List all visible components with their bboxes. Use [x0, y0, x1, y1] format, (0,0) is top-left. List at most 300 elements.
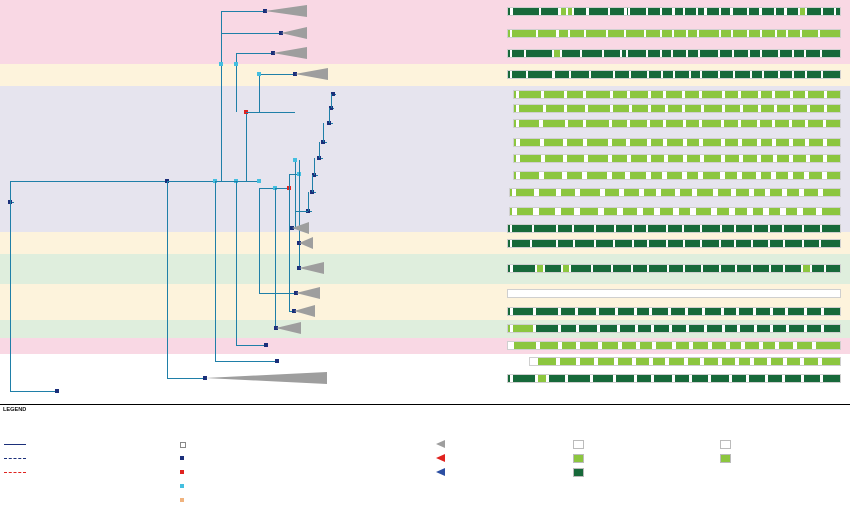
- alignment-segment: [808, 120, 823, 127]
- alignment-segment: [544, 91, 564, 98]
- alignment-segment: [823, 375, 841, 382]
- alignment-segment: [668, 155, 683, 162]
- alignment-segment: [685, 105, 701, 112]
- alignment-segment: [754, 358, 767, 365]
- alignment-segment: [579, 325, 597, 332]
- expanded-alignment-bar[interactable]: [513, 154, 841, 163]
- alignment-segment: [705, 308, 721, 315]
- alignment-segment: [612, 139, 626, 146]
- chordates-collapsed-branch: [259, 293, 296, 294]
- alignment-segment: [618, 358, 632, 365]
- ambiguous-node[interactable]: [293, 158, 297, 162]
- alignment-segment: [734, 50, 748, 57]
- alignment-segment: [793, 139, 805, 146]
- alignment-segment: [616, 225, 632, 232]
- primate-stem: [295, 211, 308, 212]
- alignment-segment: [789, 325, 804, 332]
- alignment-segment: [776, 172, 788, 179]
- alignment-segment: [699, 30, 719, 37]
- bony-vertebrates-branch: [221, 11, 265, 12]
- tree-branch: [221, 11, 222, 33]
- lobefinned-branch: [221, 33, 281, 34]
- alignment-segment: [562, 50, 580, 57]
- alignment-segment: [615, 71, 629, 78]
- alignment-segment: [761, 91, 772, 98]
- alignment-segment: [668, 240, 683, 247]
- alignment-segment: [735, 208, 747, 215]
- alignment-segment: [804, 240, 819, 247]
- legend-node-swatch: [180, 456, 184, 460]
- alignment-segment: [725, 325, 737, 332]
- alignment-segment: [822, 358, 841, 365]
- alignment-segment: [768, 375, 782, 382]
- alignment-segment: [760, 120, 772, 127]
- alignment-segment: [538, 358, 556, 365]
- alignment-segment: [512, 240, 530, 247]
- alignment-segment: [561, 325, 576, 332]
- alignment-segment: [636, 358, 649, 365]
- alignment-segment: [660, 208, 673, 215]
- alignment-segment: [520, 172, 539, 179]
- alignment-segment: [661, 189, 675, 196]
- alignment-segment: [575, 240, 594, 247]
- alignment-segment: [730, 342, 741, 349]
- alignment-segment: [637, 308, 649, 315]
- expanded-alignment-bar[interactable]: [509, 188, 841, 197]
- alignment-segment: [587, 139, 608, 146]
- alignment-segment: [707, 8, 719, 15]
- alignment-segment: [688, 308, 702, 315]
- alignment-segment: [653, 358, 665, 365]
- alignment-segment: [567, 139, 583, 146]
- alignment-segment: [638, 325, 651, 332]
- alignment-segment: [558, 225, 572, 232]
- chordate-branch: [167, 181, 215, 182]
- alignment-segment: [608, 30, 624, 37]
- tree-branch: [331, 94, 332, 108]
- tree-branch: [236, 181, 237, 345]
- alignment-segment: [663, 71, 673, 78]
- alignment-segment: [612, 155, 627, 162]
- root-vertical: [10, 181, 11, 391]
- collapsed-alignment-bar[interactable]: [507, 7, 841, 16]
- alignment-segment: [753, 240, 768, 247]
- alignment-segment: [648, 225, 666, 232]
- alignment-segment: [810, 105, 824, 112]
- collapsed-subtree-triangle-icon[interactable]: [295, 68, 328, 80]
- alignment-segment: [807, 308, 821, 315]
- alignment-segment: [591, 71, 613, 78]
- alignment-segment: [561, 208, 574, 215]
- alignment-segment: [604, 50, 620, 57]
- alignment-segment: [784, 225, 802, 232]
- alignment-segment: [560, 358, 576, 365]
- alignment-segment: [812, 265, 824, 272]
- alignment-segment: [722, 358, 735, 365]
- alignment-segment: [532, 240, 556, 247]
- alignment-segment: [618, 308, 634, 315]
- alignment-segment: [763, 342, 775, 349]
- alignment-segment: [526, 50, 552, 57]
- alignment-segment: [780, 71, 792, 78]
- alignment-segment: [803, 265, 810, 272]
- alignment-segment: [631, 71, 647, 78]
- collapsed-alignment-bar[interactable]: [507, 307, 841, 316]
- collapsed-alignment-bar[interactable]: [507, 49, 841, 58]
- alignment-segment: [743, 155, 757, 162]
- tree-branch: [329, 108, 330, 123]
- alignment-segment: [742, 139, 757, 146]
- alignment-segment: [786, 208, 797, 215]
- alignment-segment: [651, 155, 664, 162]
- alignment-segment: [702, 91, 722, 98]
- alignment-segment: [826, 265, 841, 272]
- alignment-segment: [613, 105, 629, 112]
- collapsed-subtree-triangle-icon[interactable]: [294, 305, 315, 317]
- collapsed-subtree-triangle-icon[interactable]: [205, 372, 327, 384]
- collapsed-subtree-triangle-icon[interactable]: [265, 5, 307, 17]
- alignment-segment: [649, 240, 666, 247]
- alignment-segment: [686, 120, 699, 127]
- alignment-segment: [770, 240, 783, 247]
- expanded-alignment-bar[interactable]: [529, 357, 841, 366]
- alignment-segment: [693, 342, 708, 349]
- alignment-segment: [749, 8, 759, 15]
- alignment-segment: [756, 308, 770, 315]
- alignment-segment: [743, 105, 758, 112]
- alignment-segment: [745, 342, 759, 349]
- alignment-segment: [787, 358, 800, 365]
- alignment-segment: [754, 189, 765, 196]
- alignment-segment: [675, 71, 689, 78]
- expanded-alignment-bar[interactable]: [513, 104, 841, 113]
- alignment-segment: [571, 71, 589, 78]
- alignment-segment: [770, 225, 782, 232]
- collapsed-subtree-triangle-icon[interactable]: [296, 287, 320, 299]
- alignment-segment: [721, 265, 735, 272]
- alignment-segment: [725, 172, 737, 179]
- expanded-alignment-bar[interactable]: [509, 207, 841, 216]
- legend-alignment-swatch: [573, 440, 584, 449]
- alignment-segment: [827, 155, 841, 162]
- alignment-segment: [561, 189, 575, 196]
- alignment-segment: [593, 265, 611, 272]
- alignment-segment: [630, 120, 647, 127]
- alignment-segment: [777, 30, 786, 37]
- alignment-segment: [771, 358, 783, 365]
- alignment-segment: [630, 8, 646, 15]
- alignment-segment: [762, 50, 778, 57]
- alignment-segment: [580, 342, 598, 349]
- alignment-segment: [775, 120, 789, 127]
- alignment-segment: [517, 208, 533, 215]
- alignment-segment: [702, 120, 721, 127]
- alignment-segment: [761, 105, 774, 112]
- collapsed-subtree-triangle-icon[interactable]: [281, 27, 307, 39]
- alignment-segment: [628, 50, 646, 57]
- alignment-segment: [777, 105, 790, 112]
- alignment-segment: [634, 225, 646, 232]
- alignment-segment: [513, 308, 533, 315]
- collapsed-alignment-bar[interactable]: [507, 224, 841, 233]
- alignment-segment: [735, 71, 750, 78]
- alignment-segment: [672, 325, 686, 332]
- alignment-segment: [604, 208, 617, 215]
- alignment-segment: [684, 225, 700, 232]
- alignment-segment: [752, 71, 762, 78]
- alignment-segment: [550, 290, 590, 297]
- legend-panel: [0, 404, 850, 506]
- alignment-segment: [826, 120, 841, 127]
- legend-collapsed-triangle-icon: [436, 440, 445, 448]
- collapsed-alignment-bar[interactable]: [507, 324, 841, 333]
- alignment-segment: [824, 308, 841, 315]
- ambiguous-node[interactable]: [234, 62, 238, 66]
- alignment-segment: [534, 225, 556, 232]
- alignment-segment: [640, 342, 652, 349]
- alignment-segment: [649, 71, 661, 78]
- tree-branch: [323, 123, 324, 142]
- alignment-segment: [654, 325, 669, 332]
- tree-branch: [319, 142, 320, 158]
- alignment-segment: [809, 172, 822, 179]
- alignment-segment: [669, 265, 683, 272]
- alignment-segment: [742, 172, 756, 179]
- alignment-segment: [510, 290, 520, 297]
- alignment-segment: [561, 308, 575, 315]
- alignment-segment: [574, 8, 586, 15]
- alignment-segment: [549, 375, 565, 382]
- alignment-segment: [538, 30, 556, 37]
- alignment-segment: [700, 50, 718, 57]
- alignment-segment: [615, 240, 632, 247]
- alignment-segment: [613, 265, 631, 272]
- alignment-segment: [685, 240, 700, 247]
- expanded-alignment-bar[interactable]: [513, 171, 841, 180]
- alignment-segment: [536, 308, 558, 315]
- alignment-segment: [753, 265, 769, 272]
- alignment-segment: [622, 342, 636, 349]
- alignment-segment: [651, 91, 663, 98]
- alignment-segment: [736, 240, 751, 247]
- alignment-segment: [787, 189, 799, 196]
- alignment-segment: [574, 225, 594, 232]
- alignment-segment: [809, 139, 823, 146]
- alignment-segment: [520, 139, 540, 146]
- collapsed-subtree-triangle-icon[interactable]: [273, 47, 307, 59]
- alignment-segment: [721, 30, 731, 37]
- alignment-segment: [582, 50, 602, 57]
- alignment-segment: [722, 225, 734, 232]
- alignment-segment: [620, 325, 635, 332]
- amniotes-branch: [236, 53, 273, 54]
- collapsed-alignment-bar[interactable]: [507, 70, 841, 79]
- alignment-segment: [596, 225, 614, 232]
- alignment-segment: [822, 208, 841, 215]
- expanded-alignment-bar[interactable]: [513, 119, 841, 128]
- collapsed-subtree-triangle-icon[interactable]: [292, 222, 309, 234]
- alignment-segment: [824, 325, 841, 332]
- collapsed-alignment-bar[interactable]: [507, 29, 841, 38]
- alignment-segment: [668, 225, 682, 232]
- alignment-segment: [804, 375, 820, 382]
- expanded-alignment-bar[interactable]: [513, 90, 841, 99]
- alignment-segment: [586, 91, 610, 98]
- alignment-segment: [737, 265, 751, 272]
- alignment-segment: [586, 30, 606, 37]
- collapsed-alignment-bar[interactable]: [507, 239, 841, 248]
- tree-branch: [259, 74, 260, 112]
- alignment-segment: [741, 91, 758, 98]
- alignment-segment: [578, 308, 596, 315]
- alignment-segment: [807, 71, 821, 78]
- alignment-segment: [688, 30, 697, 37]
- alignment-segment: [788, 30, 800, 37]
- alignment-segment: [702, 71, 718, 78]
- alignment-segment: [720, 50, 732, 57]
- alignment-segment: [691, 71, 700, 78]
- alignment-segment: [600, 325, 617, 332]
- alignment-segment: [593, 375, 613, 382]
- legend-collapsed-triangle-icon: [436, 468, 445, 476]
- alignment-segment: [792, 120, 805, 127]
- alignment-segment: [512, 225, 532, 232]
- alignment-segment: [739, 358, 750, 365]
- legend-node-swatch: [180, 484, 184, 488]
- alignment-segment: [669, 358, 684, 365]
- alignment-segment: [516, 189, 534, 196]
- alignment-segment: [662, 50, 671, 57]
- legend-node-swatch: [180, 470, 184, 474]
- alignment-segment: [776, 139, 789, 146]
- alignment-segment: [520, 155, 541, 162]
- alignment-segment: [650, 120, 663, 127]
- alignment-segment: [794, 50, 804, 57]
- collapsed-alignment-bar[interactable]: [507, 374, 841, 383]
- alignment-segment: [760, 290, 800, 297]
- alignment-segment: [610, 8, 624, 15]
- expanded-alignment-bar[interactable]: [513, 138, 841, 147]
- alignment-segment: [630, 91, 648, 98]
- alignment-segment: [777, 155, 789, 162]
- alignment-segment: [648, 50, 660, 57]
- alignment-segment: [773, 308, 785, 315]
- branch-tip-node[interactable]: [55, 389, 59, 393]
- collapsed-subtree-triangle-icon[interactable]: [299, 262, 324, 274]
- ambiguous-node[interactable]: [257, 72, 261, 76]
- collapsed-alignment-bar[interactable]: [507, 289, 841, 298]
- alignment-segment: [680, 189, 692, 196]
- alignment-segment: [721, 240, 734, 247]
- expanded-alignment-bar[interactable]: [507, 341, 841, 350]
- alignment-segment: [624, 189, 639, 196]
- alignment-segment: [827, 105, 841, 112]
- alignment-segment: [676, 342, 689, 349]
- ambiguous-node[interactable]: [219, 62, 223, 66]
- alignment-segment: [662, 8, 672, 15]
- jawed-branch: [236, 181, 259, 182]
- alignment-segment: [725, 91, 738, 98]
- alignment-segment: [712, 342, 726, 349]
- alignment-segment: [718, 189, 731, 196]
- alignment-segment: [771, 265, 783, 272]
- alignment-segment: [519, 91, 541, 98]
- collapsed-subtree-triangle-icon[interactable]: [276, 322, 301, 334]
- alignment-segment: [808, 91, 824, 98]
- alignment-segment: [704, 358, 718, 365]
- alignment-segment: [512, 50, 524, 57]
- alignment-segment: [724, 120, 738, 127]
- alignment-segment: [623, 208, 637, 215]
- alignment-segment: [822, 50, 841, 57]
- alignment-segment: [702, 225, 720, 232]
- branch-tip-node[interactable]: [264, 343, 268, 347]
- alignment-segment: [696, 208, 711, 215]
- alignment-segment: [687, 139, 699, 146]
- alignment-segment: [605, 189, 619, 196]
- alignment-segment: [571, 265, 591, 272]
- alignment-segment: [679, 208, 690, 215]
- collapsed-subtree-triangle-icon[interactable]: [299, 237, 313, 249]
- alignment-segment: [685, 265, 701, 272]
- alignment-segment: [651, 139, 663, 146]
- alignment-segment: [634, 240, 647, 247]
- alignment-segment: [779, 342, 793, 349]
- alignment-segment: [567, 172, 582, 179]
- ambiguous-node[interactable]: [257, 179, 261, 183]
- alignment-segment: [793, 155, 806, 162]
- legend-alignment-swatch: [720, 454, 731, 463]
- alignment-segment: [545, 155, 563, 162]
- alignment-segment: [544, 139, 563, 146]
- arthropods-branch: [167, 378, 205, 379]
- alignment-segment: [545, 265, 561, 272]
- alignment-segment: [704, 105, 722, 112]
- tree-branch: [312, 175, 313, 192]
- alignment-segment: [717, 208, 729, 215]
- alignment-segment: [725, 139, 738, 146]
- lamprey-branch: [236, 345, 266, 346]
- tree-branch: [289, 174, 290, 311]
- alignment-segment: [650, 290, 700, 297]
- tree-branch: [259, 188, 260, 293]
- collapsed-alignment-bar[interactable]: [507, 264, 841, 273]
- alignment-segment: [739, 308, 753, 315]
- branch-tip-node[interactable]: [275, 359, 279, 363]
- legend-alignment-swatch: [720, 440, 731, 449]
- alignment-segment: [754, 225, 768, 232]
- alignment-segment: [804, 358, 818, 365]
- alignment-segment: [541, 8, 558, 15]
- legend-node-swatch: [180, 442, 186, 448]
- legend-branch-line: [4, 472, 26, 473]
- tree-branch: [295, 160, 296, 228]
- alignment-segment: [667, 139, 683, 146]
- alignment-segment: [823, 71, 841, 78]
- alignment-segment: [570, 30, 584, 37]
- alignment-segment: [558, 240, 573, 247]
- alignment-segment: [668, 105, 682, 112]
- bony-branch: [221, 181, 236, 182]
- alignment-segment: [736, 225, 752, 232]
- alignment-segment: [528, 71, 552, 78]
- alignment-segment: [749, 375, 765, 382]
- legend-alignment-swatch: [573, 454, 584, 463]
- alignment-segment: [567, 155, 584, 162]
- alignment-segment: [804, 189, 818, 196]
- alignment-segment: [649, 265, 667, 272]
- alignment-segment: [750, 50, 760, 57]
